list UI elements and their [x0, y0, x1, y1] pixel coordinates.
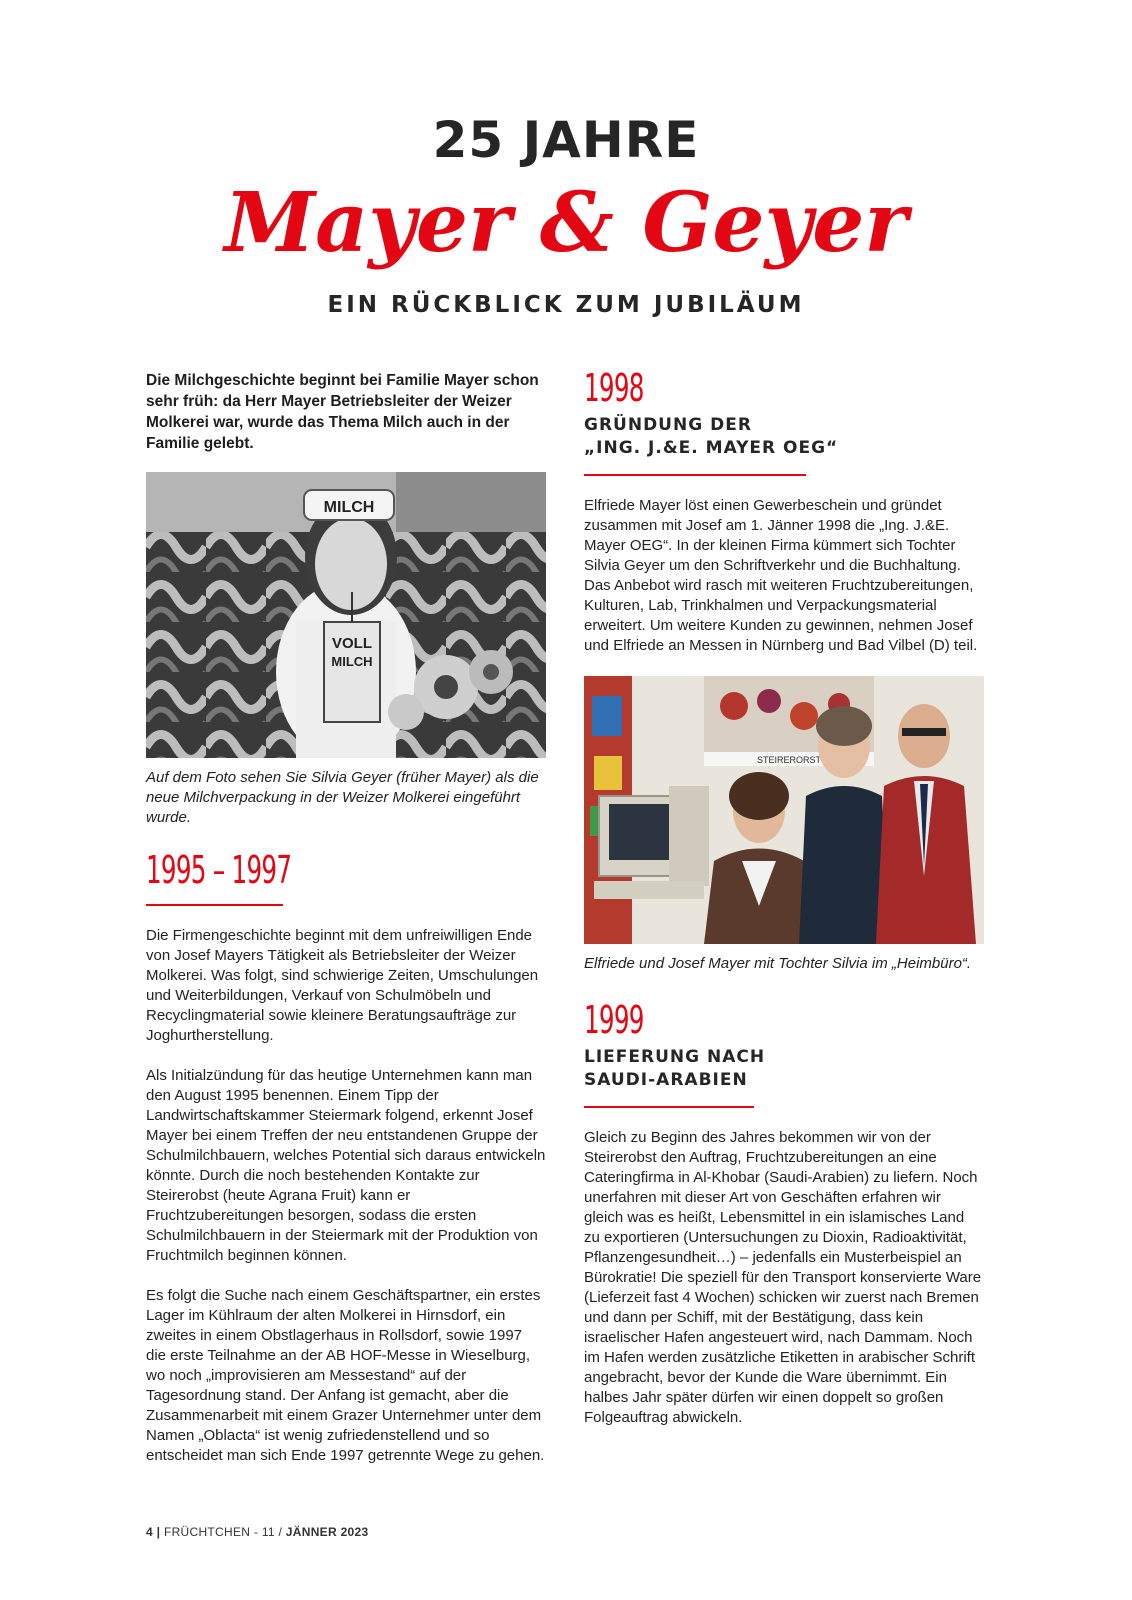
carton-text-2: MILCH	[331, 654, 373, 669]
cap-text: MILCH	[323, 499, 375, 516]
paragraph-1998: Elfriede Mayer löst einen Gewerbeschein und gründet zusammen mit Josef am 1. Jänner 1998 die „Ing. J.&E. Mayer OEG“. In der kleinen Firma kümmert sich Tochter Silvia Geyer um den Schriftverkehr und die Buchhaltung. Das Anbebot wird rasch mit weiteren Fruchtzubereitungen, Kulturen, Lab, Trinkhalmen und Verpackungsmaterial erweitert. Um weitere Kunden zu gewinnen, nehmen Josef und Elfriede an Messen in Nürnberg und Bad Vilbel (D) teil.	[584, 497, 978, 654]
page-subtitle: EIN RÜCKBLICK ZUM JUBILÄUM	[327, 292, 805, 318]
sign-text: STEIRERORST	[756, 755, 822, 765]
section-title-1999-line2: SAUDI-ARABIEN	[584, 1070, 748, 1090]
issue-date: JÄNNER 2023	[285, 1525, 369, 1539]
left-column	[146, 370, 546, 1486]
paragraph-1995-2: Als Initialzündung für das heutige Unternehmen kann man den August 1995 benennen. Einem Tipp der Landwirtschaftskammer Steiermark folgend, erkennt Josef Mayer bei einem Treffen der neu entstandenen Gruppe der Schulmilchbauern, welches Potential sich daraus entwickeln könnte. Durch die noch bestehenden Kontakte zur Steirerobst (heute Agrana Fruit) kann er Fruchtzubereitungen besorgen, sodass die ersten Schulmilchbauern in der Steiermark mit der Produktion von Fruchtmilch beginnen können.	[146, 1067, 546, 1264]
paragraph-1999: Gleich zu Beginn des Jahres bekommen wir von der Steirerobst den Auftrag, Fruchtzubereitungen an eine Cateringfirma in Al-Khobar (Saudi-Arabien) zu liefern. Noch unerfahren mit dieser Art von Geschäften erfahren wir gleich was es heißt, Lebensmittel in ein islamisches Land zu exportieren (Untersuchungen zu Dioxin, Radioaktivität, Pflanzengesundheit…) – jedenfalls ein Musterbeispiel an Bürokratie! Die speziell für den Transport konservierte Ware (Lieferzeit fast 4 Wochen) schicken wir zuerst nach Bremen und dann per Schiff, mit der Bestätigung, dass kein israelischer Hafen angesteuert wird, nach Dammam. Noch im Hafen werden zusätzliche Etiketten in arabischer Schrift angebracht, bevor der Kunde die Ware übernimmt. Ein halbes Jahr später dürfen wir einen doppelt so großen Folgeauftrag abwickeln.	[584, 1129, 982, 1426]
section-title-1998-line2: „ING. J.&E. MAYER OEG“	[584, 438, 839, 458]
paragraph-1995-1: Die Firmengeschichte beginnt mit dem unfreiwilligen Ende von Josef Mayers Tätigkeit als Betriebsleiter der Weizer Molkerei. Was folgt, sind schwierige Zeiten, Umschulungen und Weiterbildungen, Verkauf von Schulmöbeln und Recyclingmaterial sowie kleinere Beratungsaufträge zur Joghurtherstellung.	[146, 927, 539, 1044]
section-title-1998	[584, 414, 984, 460]
year-heading-1995: 1995 – 1997	[146, 848, 292, 892]
magazine-name: FRÜCHTCHEN - 11 /	[163, 1525, 283, 1539]
year-heading-1999: 1999	[584, 998, 644, 1042]
paragraph-1995-3: Es folgt die Suche nach einem Geschäftspartner, ein erstes Lager im Kühlraum der alten Molkerei in Hirnsdorf, ein zweites in einem Obstlagerhaus in Rollsdorf, sowie 1997 die erste Teilnahme an der AB HOF-Messe in Wieselburg, wo noch „improvisieren am Messestand“ auf der Tagesordnung stand. Der Anfang ist gemacht, aber die Zusammenarbeit mit einem Grazer Unternehmer unter dem Namen „Oblacta“ ist wenig zufriedenstellend und so entscheidet man sich Ende 1997 getrennte Wege zu gehen.	[146, 1287, 545, 1464]
page-number: 4	[146, 1525, 153, 1539]
red-divider	[146, 904, 283, 906]
section-title-1999	[584, 1046, 984, 1092]
photo-home-office	[584, 676, 984, 944]
page-title: Mayer & Geyer	[224, 175, 908, 271]
right-column	[584, 368, 984, 1448]
footer-separator: |	[156, 1525, 161, 1539]
photo-home-office-image	[584, 676, 984, 944]
photo-caption-milk: Auf dem Foto sehen Sie Silvia Geyer (früher Mayer) als die neue Milchverpackung in der Weizer Molkerei eingeführt wurde.	[146, 769, 539, 826]
photo-caption-office: Elfriede und Josef Mayer mit Tochter Silvia im „Heimbüro“.	[584, 955, 972, 972]
carton-text-1: VOLL	[332, 635, 372, 652]
section-title-1998-line1: GRÜNDUNG DER	[584, 415, 752, 435]
page-footer	[146, 1525, 368, 1539]
photo-milk-girl	[146, 472, 546, 758]
year-heading-1998: 1998	[584, 366, 644, 410]
red-divider	[584, 1106, 754, 1108]
header-kicker: 25 JAHRE	[432, 111, 700, 169]
photo-milk-girl-image	[146, 472, 546, 758]
section-title-1999-line1: LIEFERUNG NACH	[584, 1047, 766, 1067]
lead-paragraph: Die Milchgeschichte beginnt bei Familie Mayer schon sehr früh: da Herr Mayer Betriebsleiter der Weizer Molkerei war, wurde das Thema Milch auch in der Familie gelebt.	[146, 372, 539, 452]
red-divider	[584, 474, 806, 476]
